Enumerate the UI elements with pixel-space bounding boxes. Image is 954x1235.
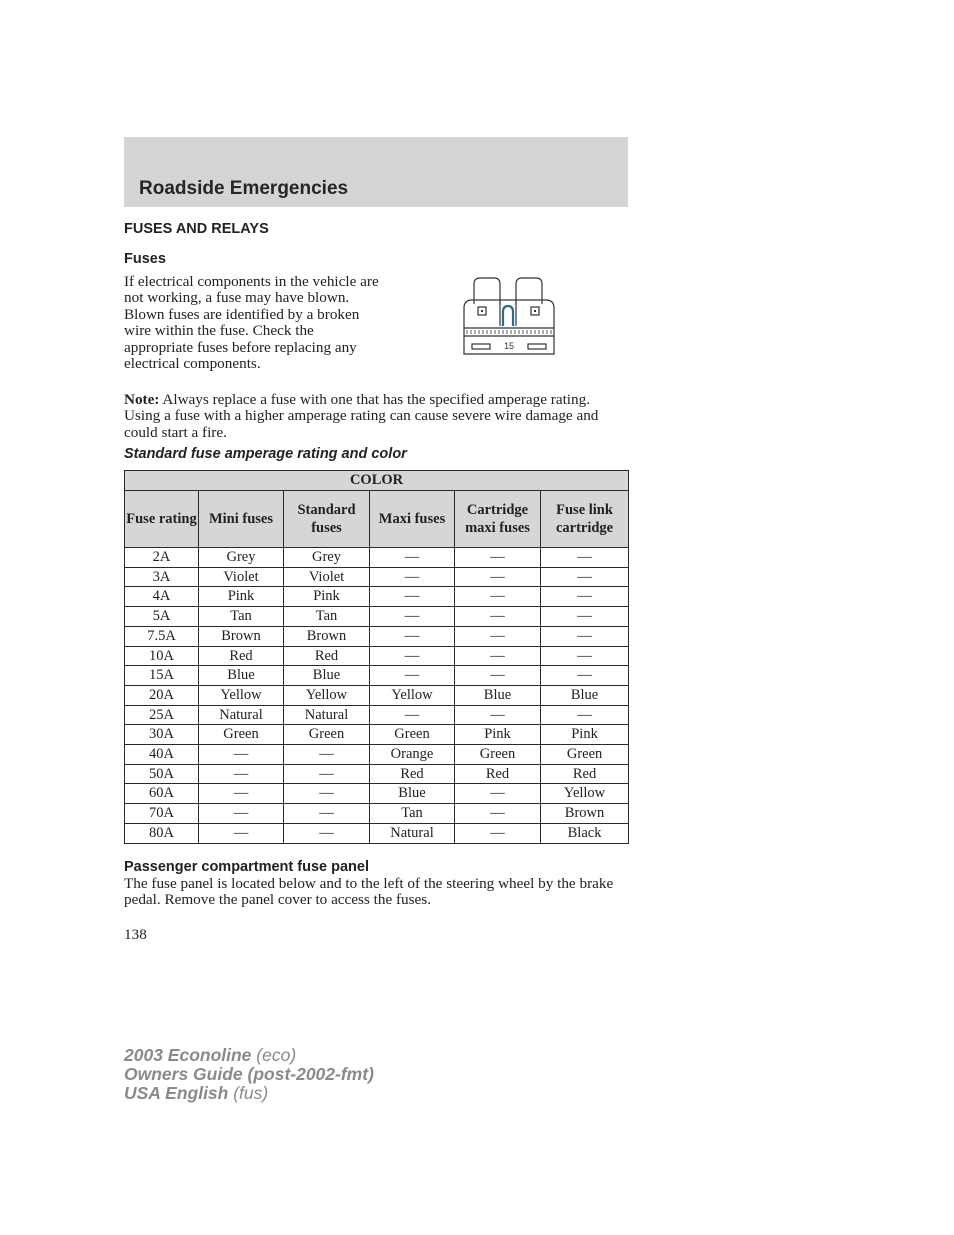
table-cell: — xyxy=(455,705,541,725)
table-cell: 40A xyxy=(125,745,199,765)
table-cell: — xyxy=(541,548,629,568)
table-cell: — xyxy=(199,764,284,784)
table-cell: 10A xyxy=(125,646,199,666)
table-cell: Green xyxy=(455,745,541,765)
panel-title: Passenger compartment fuse panel xyxy=(124,859,369,875)
table-cell: Pink xyxy=(455,725,541,745)
table-cell: 3A xyxy=(125,567,199,587)
table-row xyxy=(125,548,629,568)
table-cell: — xyxy=(199,784,284,804)
table-cell: Violet xyxy=(284,567,370,587)
table-cell: — xyxy=(199,823,284,843)
note-paragraph xyxy=(124,392,628,441)
table-cell: Green xyxy=(370,725,455,745)
table-cell: 30A xyxy=(125,725,199,745)
table-cell: — xyxy=(541,626,629,646)
table-cell: Blue xyxy=(284,666,370,686)
footer-code: (eco) xyxy=(251,1045,297,1065)
column-header: Fuse link cartridge xyxy=(541,491,629,548)
table-cell: Tan xyxy=(199,607,284,627)
table-cell: Natural xyxy=(370,823,455,843)
table-cell: — xyxy=(370,666,455,686)
table-cell: Black xyxy=(541,823,629,843)
table-cell: — xyxy=(455,823,541,843)
table-cell: — xyxy=(370,607,455,627)
table-cell: — xyxy=(370,587,455,607)
document-footer xyxy=(124,1046,374,1103)
subsection-title: Fuses xyxy=(124,251,166,267)
chapter-title: Roadside Emergencies xyxy=(139,178,349,199)
table-cell: — xyxy=(541,646,629,666)
table-caption: Standard fuse amperage rating and color xyxy=(124,446,407,462)
table-cell: — xyxy=(455,607,541,627)
table-row xyxy=(125,567,629,587)
table-cell: — xyxy=(370,705,455,725)
table-cell: Red xyxy=(455,764,541,784)
table-cell: — xyxy=(541,666,629,686)
table-cell: Brown xyxy=(541,804,629,824)
table-cell: — xyxy=(455,548,541,568)
panel-paragraph: The fuse panel is located below and to the left of the steering wheel by the brake pedal. Remove the panel cover to access the fuses. xyxy=(124,875,614,909)
table-cell: — xyxy=(455,646,541,666)
footer-guide: Owners Guide (post-2002-fmt) xyxy=(124,1064,374,1084)
table-cell: Natural xyxy=(284,705,370,725)
table-cell: — xyxy=(370,567,455,587)
table-cell: 2A xyxy=(125,548,199,568)
table-row xyxy=(125,607,629,627)
table-cell: — xyxy=(541,587,629,607)
table-row xyxy=(125,587,629,607)
table-cell: Yellow xyxy=(284,685,370,705)
table-cell: — xyxy=(455,567,541,587)
table-row xyxy=(125,646,629,666)
table-cell: Red xyxy=(284,646,370,666)
table-cell: 70A xyxy=(125,804,199,824)
table-cell: Grey xyxy=(284,548,370,568)
table-cell: — xyxy=(284,823,370,843)
table-cell: 5A xyxy=(125,607,199,627)
fuse-color-table xyxy=(124,470,629,844)
table-cell: 60A xyxy=(125,784,199,804)
table-cell: Green xyxy=(284,725,370,745)
note-label: Note: xyxy=(124,391,160,408)
column-header: Standard fuses xyxy=(284,491,370,548)
table-cell: — xyxy=(455,587,541,607)
table-cell: Yellow xyxy=(199,685,284,705)
table-row xyxy=(125,685,629,705)
table-cell: Pink xyxy=(541,725,629,745)
fuse-number-label: 15 xyxy=(503,341,515,351)
table-cell: Green xyxy=(541,745,629,765)
column-header: Mini fuses xyxy=(199,491,284,548)
table-cell: Natural xyxy=(199,705,284,725)
footer-line xyxy=(124,1084,374,1103)
table-row xyxy=(125,626,629,646)
table-cell: — xyxy=(370,626,455,646)
table-cell: Blue xyxy=(199,666,284,686)
table-cell: — xyxy=(284,804,370,824)
table-cell: — xyxy=(284,745,370,765)
table-row xyxy=(125,666,629,686)
footer-language: USA English xyxy=(124,1083,229,1103)
note-text: Always replace a fuse with one that has the specified amperage rating. Using a fuse with a higher amperage rating can cause severe wire damage and could start a fire. xyxy=(124,391,599,441)
table-cell: Pink xyxy=(199,587,284,607)
table-cell: 80A xyxy=(125,823,199,843)
table-cell: Brown xyxy=(284,626,370,646)
table-cell: Violet xyxy=(199,567,284,587)
table-cell: Yellow xyxy=(541,784,629,804)
table-cell: — xyxy=(455,804,541,824)
footer-line xyxy=(124,1065,374,1084)
table-row xyxy=(125,823,629,843)
table-cell: 25A xyxy=(125,705,199,725)
color-group-header: COLOR xyxy=(125,471,629,491)
table-cell: 50A xyxy=(125,764,199,784)
intro-paragraph: If electrical components in the vehicle are not working, a fuse may have blown. Blown fuses are identified by a broken wire within the fuse. Check the appropriate fuses before replacing any electrical components. xyxy=(124,273,379,373)
table-row xyxy=(125,784,629,804)
table-body xyxy=(125,548,629,844)
table-cell: — xyxy=(199,804,284,824)
table-cell: Tan xyxy=(284,607,370,627)
table-cell: Red xyxy=(199,646,284,666)
table-row xyxy=(125,725,629,745)
table-cell: — xyxy=(370,548,455,568)
table-cell: Tan xyxy=(370,804,455,824)
table-cell: — xyxy=(284,764,370,784)
table-row xyxy=(125,764,629,784)
section-header-band xyxy=(124,137,628,207)
table-cell: Orange xyxy=(370,745,455,765)
table-cell: Blue xyxy=(541,685,629,705)
table-cell: 15A xyxy=(125,666,199,686)
column-header: Cartridge maxi fuses xyxy=(455,491,541,548)
table-row xyxy=(125,804,629,824)
column-header: Maxi fuses xyxy=(370,491,455,548)
footer-line xyxy=(124,1046,374,1065)
table-cell: — xyxy=(541,705,629,725)
table-cell: Pink xyxy=(284,587,370,607)
table-row xyxy=(125,705,629,725)
table-cell: — xyxy=(455,666,541,686)
table-cell: 4A xyxy=(125,587,199,607)
fuse-illustration xyxy=(462,276,556,358)
table-cell: Yellow xyxy=(370,685,455,705)
table-cell: 7.5A xyxy=(125,626,199,646)
table-cell: Green xyxy=(199,725,284,745)
table-cell: Blue xyxy=(370,784,455,804)
footer-code: (fus) xyxy=(228,1083,269,1103)
table-cell: Brown xyxy=(199,626,284,646)
table-cell: — xyxy=(541,607,629,627)
footer-model: 2003 Econoline xyxy=(124,1045,252,1065)
section-title: FUSES AND RELAYS xyxy=(124,221,269,237)
column-header: Fuse rating xyxy=(125,491,199,548)
page-number: 138 xyxy=(124,926,147,943)
table-cell: — xyxy=(199,745,284,765)
table-cell: 20A xyxy=(125,685,199,705)
table-cell: — xyxy=(284,784,370,804)
table-cell: Grey xyxy=(199,548,284,568)
table-cell: Red xyxy=(370,764,455,784)
table-row xyxy=(125,745,629,765)
table-cell: — xyxy=(455,784,541,804)
table-cell: Blue xyxy=(455,685,541,705)
table-cell: Red xyxy=(541,764,629,784)
table-cell: — xyxy=(541,567,629,587)
table-cell: — xyxy=(370,646,455,666)
table-cell: — xyxy=(455,626,541,646)
